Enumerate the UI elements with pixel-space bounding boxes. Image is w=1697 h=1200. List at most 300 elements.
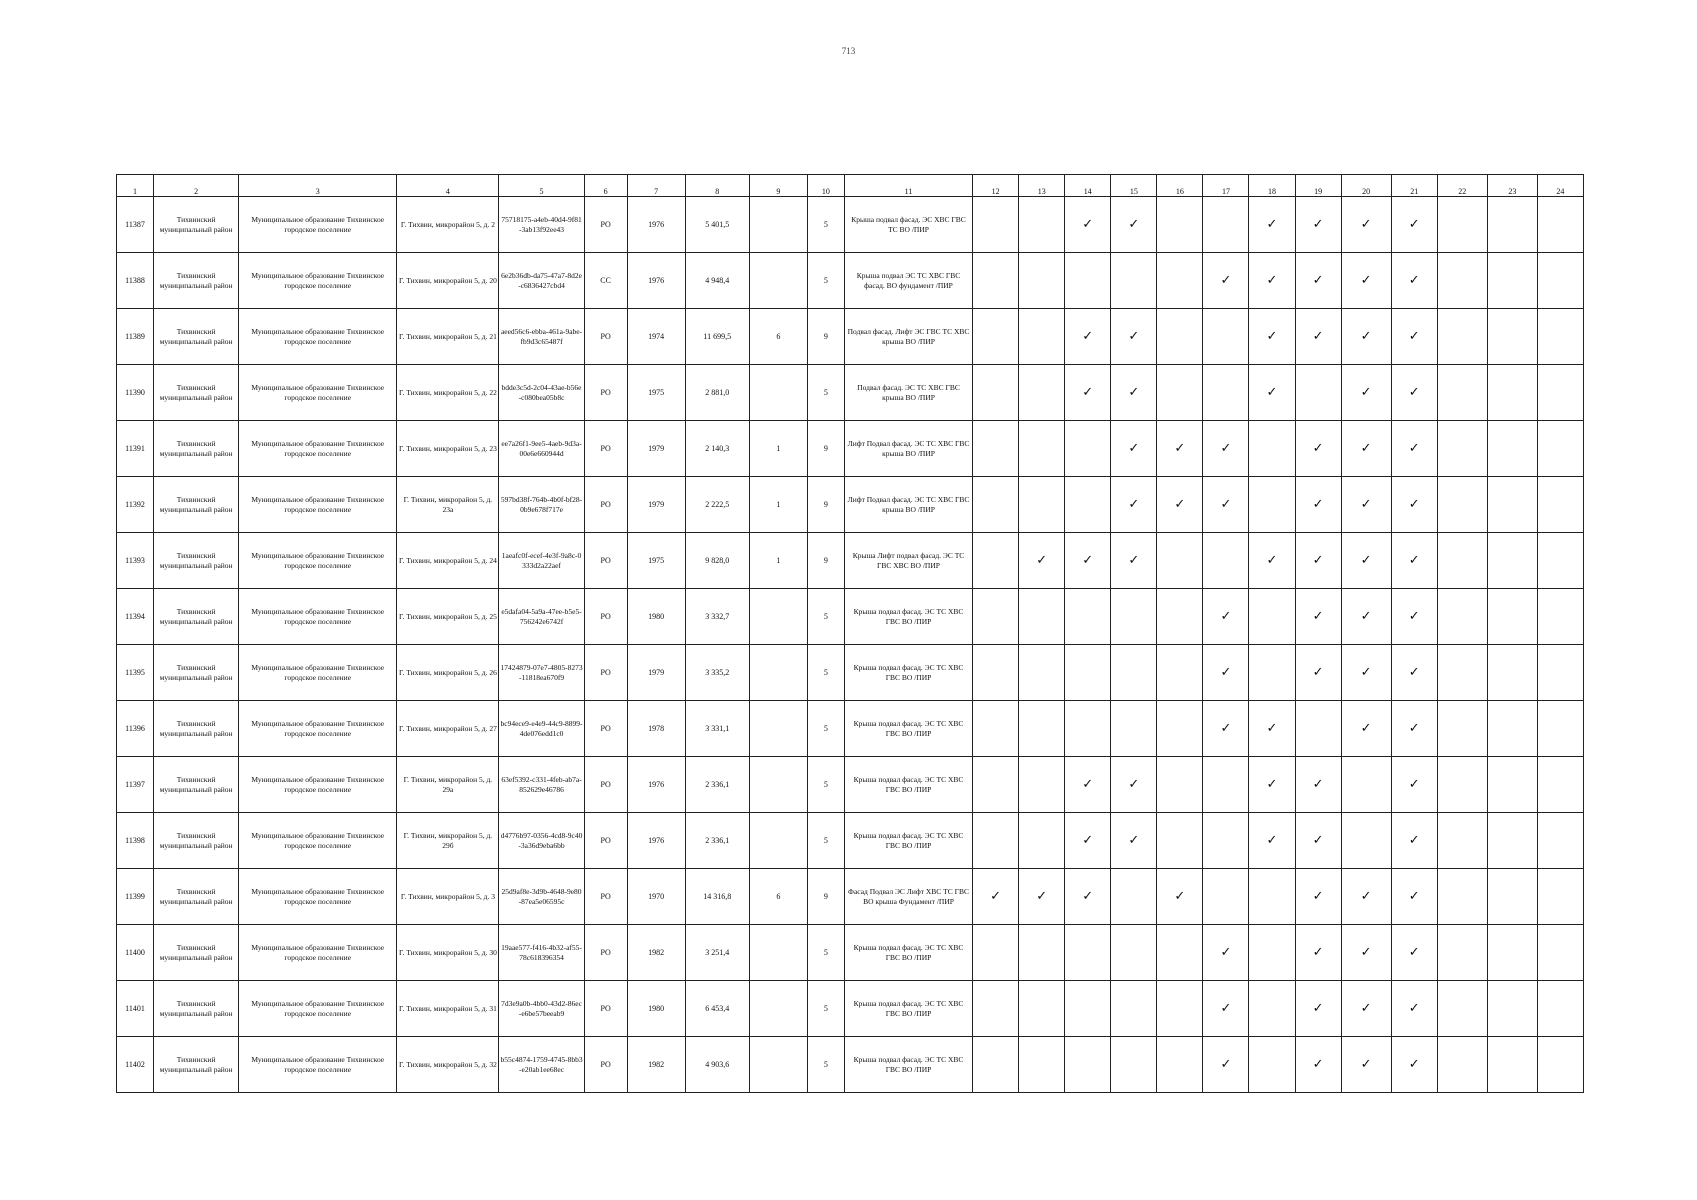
empty-check-cell: [1537, 757, 1583, 813]
checkmark-icon: ✓: [1295, 813, 1341, 869]
address-cell: Г. Тихвин, микрорайон 5, д. 23а: [397, 477, 499, 533]
works-cell: Лифт Подвал фасад. ЭС ТС ХВС ГВС крыша ВО /ПИР: [844, 477, 972, 533]
checkmark-icon: ✓: [1065, 365, 1111, 421]
table-body: [117, 197, 1584, 1093]
year-cell: 1980: [627, 589, 685, 645]
empty-check-cell: [1537, 813, 1583, 869]
empty-check-cell: [1019, 309, 1065, 365]
empty-check-cell: [1537, 645, 1583, 701]
district-cell: Тихвинский муниципальный район: [154, 701, 239, 757]
area-cell: 3 332,7: [685, 589, 749, 645]
empty-check-cell: [1249, 589, 1295, 645]
checkmark-icon: ✓: [1157, 477, 1203, 533]
management-type-cell: РО: [584, 645, 627, 701]
empty-check-cell: [1437, 757, 1487, 813]
empty-check-cell: [1341, 757, 1391, 813]
empty-check-cell: [1019, 1037, 1065, 1093]
municipality-cell: Муниципальное образование Тихвинское городское поселение: [239, 925, 397, 981]
floors-cell: 9: [807, 477, 844, 533]
floors-cell: 5: [807, 813, 844, 869]
empty-check-cell: [1437, 925, 1487, 981]
checkmark-icon: ✓: [1203, 589, 1249, 645]
checkmark-icon: ✓: [1295, 757, 1341, 813]
column-header-10: 10: [807, 175, 844, 197]
district-cell: Тихвинский муниципальный район: [154, 757, 239, 813]
capital-repair-table: [116, 174, 1584, 1093]
empty-check-cell: [1249, 869, 1295, 925]
district-cell: Тихвинский муниципальный район: [154, 197, 239, 253]
checkmark-icon: ✓: [1065, 813, 1111, 869]
municipality-cell: Муниципальное образование Тихвинское городское поселение: [239, 645, 397, 701]
address-cell: Г. Тихвин, микрорайон 5, д. 27: [397, 701, 499, 757]
column-header-3: 3: [239, 175, 397, 197]
checkmark-icon: ✓: [1111, 533, 1157, 589]
checkmark-icon: ✓: [1065, 309, 1111, 365]
empty-check-cell: [973, 813, 1019, 869]
year-cell: 1979: [627, 477, 685, 533]
checkmark-icon: ✓: [1295, 589, 1341, 645]
column-header-15: 15: [1111, 175, 1157, 197]
column-header-21: 21: [1391, 175, 1437, 197]
checkmark-icon: ✓: [1341, 421, 1391, 477]
table-row: [117, 197, 1584, 253]
empty-check-cell: [1487, 1037, 1537, 1093]
address-cell: Г. Тихвин, микрорайон 5, д. 31: [397, 981, 499, 1037]
address-cell: Г. Тихвин, микрорайон 5, д. 20: [397, 253, 499, 309]
works-cell: Крыша подвал фасад. ЭС ТС ХВС ГВС ВО /ПИР: [844, 589, 972, 645]
checkmark-icon: ✓: [1019, 533, 1065, 589]
district-cell: Тихвинский муниципальный район: [154, 813, 239, 869]
column-header-8: 8: [685, 175, 749, 197]
guid-cell: 19aae577-f416-4b32-af55-78c618396354: [499, 925, 584, 981]
guid-cell: 6e2b36db-da75-47a7-8d2e-c6836427cbd4: [499, 253, 584, 309]
year-cell: 1976: [627, 813, 685, 869]
document-table-container: [116, 174, 1584, 1093]
empty-check-cell: [1019, 757, 1065, 813]
empty-check-cell: [1111, 645, 1157, 701]
works-cell: Крыша подвал фасад. ЭС ТС ХВС ГВС ВО /ПИР: [844, 701, 972, 757]
municipality-cell: Муниципальное образование Тихвинское городское поселение: [239, 365, 397, 421]
checkmark-icon: ✓: [1341, 533, 1391, 589]
column-header-24: 24: [1537, 175, 1583, 197]
year-cell: 1979: [627, 645, 685, 701]
management-type-cell: СС: [584, 253, 627, 309]
checkmark-icon: ✓: [1341, 197, 1391, 253]
row-number: 11393: [117, 533, 154, 589]
empty-check-cell: [1249, 477, 1295, 533]
empty-check-cell: [1537, 421, 1583, 477]
floors-cell: 5: [807, 365, 844, 421]
municipality-cell: Муниципальное образование Тихвинское городское поселение: [239, 253, 397, 309]
district-cell: Тихвинский муниципальный район: [154, 533, 239, 589]
checkmark-icon: ✓: [1391, 477, 1437, 533]
row-number: 11395: [117, 645, 154, 701]
management-type-cell: РО: [584, 589, 627, 645]
checkmark-icon: ✓: [1249, 365, 1295, 421]
column-header-22: 22: [1437, 175, 1487, 197]
area-cell: 2 336,1: [685, 757, 749, 813]
floors-cell: 5: [807, 589, 844, 645]
empty-check-cell: [1537, 253, 1583, 309]
checkmark-icon: ✓: [1391, 757, 1437, 813]
works-cell: Крыша подвал фасад. ЭС ХВС ГВС ТС ВО /ПИР: [844, 197, 972, 253]
municipality-cell: Муниципальное образование Тихвинское городское поселение: [239, 869, 397, 925]
works-cell: Крыша подвал фасад. ЭС ТС ХВС ГВС ВО /ПИР: [844, 645, 972, 701]
empty-check-cell: [1487, 421, 1537, 477]
lifts-cell: [749, 813, 807, 869]
floors-cell: 5: [807, 1037, 844, 1093]
empty-check-cell: [1537, 701, 1583, 757]
column-header-17: 17: [1203, 175, 1249, 197]
empty-check-cell: [1019, 477, 1065, 533]
empty-check-cell: [1487, 925, 1537, 981]
area-cell: 14 316,8: [685, 869, 749, 925]
address-cell: Г. Тихвин, микрорайон 5, д. 22: [397, 365, 499, 421]
address-cell: Г. Тихвин, микрорайон 5, д. 24: [397, 533, 499, 589]
checkmark-icon: ✓: [1295, 309, 1341, 365]
management-type-cell: РО: [584, 309, 627, 365]
lifts-cell: 1: [749, 533, 807, 589]
row-number: 11397: [117, 757, 154, 813]
municipality-cell: Муниципальное образование Тихвинское городское поселение: [239, 197, 397, 253]
checkmark-icon: ✓: [1203, 477, 1249, 533]
column-header-19: 19: [1295, 175, 1341, 197]
checkmark-icon: ✓: [1203, 1037, 1249, 1093]
checkmark-icon: ✓: [1065, 197, 1111, 253]
empty-check-cell: [1019, 645, 1065, 701]
works-cell: Крыша подвал фасад. ЭС ТС ХВС ГВС ВО /ПИР: [844, 1037, 972, 1093]
area-cell: 4 948,4: [685, 253, 749, 309]
area-cell: 3 335,2: [685, 645, 749, 701]
empty-check-cell: [1157, 757, 1203, 813]
checkmark-icon: ✓: [1391, 1037, 1437, 1093]
checkmark-icon: ✓: [1391, 309, 1437, 365]
empty-check-cell: [1019, 981, 1065, 1037]
checkmark-icon: ✓: [1065, 533, 1111, 589]
floors-cell: 5: [807, 981, 844, 1037]
guid-cell: 597bd38f-764b-4b0f-bf28-0b9e678f717e: [499, 477, 584, 533]
area-cell: 6 453,4: [685, 981, 749, 1037]
checkmark-icon: ✓: [1295, 1037, 1341, 1093]
municipality-cell: Муниципальное образование Тихвинское городское поселение: [239, 589, 397, 645]
checkmark-icon: ✓: [1341, 309, 1391, 365]
floors-cell: 5: [807, 925, 844, 981]
guid-cell: e5dafa04-5a9a-47ee-b5e5-756242e6742f: [499, 589, 584, 645]
lifts-cell: [749, 253, 807, 309]
table-row: [117, 813, 1584, 869]
empty-check-cell: [1019, 253, 1065, 309]
floors-cell: 5: [807, 253, 844, 309]
column-header-6: 6: [584, 175, 627, 197]
empty-check-cell: [1537, 309, 1583, 365]
empty-check-cell: [1065, 253, 1111, 309]
checkmark-icon: ✓: [1391, 197, 1437, 253]
works-cell: Подвал фасад. ЭС ТС ХВС ГВС крыша ВО /ПИР: [844, 365, 972, 421]
checkmark-icon: ✓: [1341, 925, 1391, 981]
row-number: 11392: [117, 477, 154, 533]
checkmark-icon: ✓: [1111, 477, 1157, 533]
checkmark-icon: ✓: [1341, 701, 1391, 757]
row-number: 11401: [117, 981, 154, 1037]
address-cell: Г. Тихвин, микрорайон 5, д. 25: [397, 589, 499, 645]
empty-check-cell: [1537, 197, 1583, 253]
municipality-cell: Муниципальное образование Тихвинское городское поселение: [239, 813, 397, 869]
works-cell: Крыша подвал ЭС ТС ХВС ГВС фасад. ВО фундамент /ПИР: [844, 253, 972, 309]
column-header-9: 9: [749, 175, 807, 197]
empty-check-cell: [1157, 365, 1203, 421]
guid-cell: b55c4874-1759-4745-8bb3-e20ab1ee68ec: [499, 1037, 584, 1093]
management-type-cell: РО: [584, 477, 627, 533]
floors-cell: 9: [807, 533, 844, 589]
column-header-7: 7: [627, 175, 685, 197]
empty-check-cell: [973, 1037, 1019, 1093]
lifts-cell: [749, 589, 807, 645]
area-cell: 11 699,5: [685, 309, 749, 365]
lifts-cell: [749, 757, 807, 813]
lifts-cell: [749, 365, 807, 421]
empty-check-cell: [1111, 925, 1157, 981]
guid-cell: 75718175-a4eb-40d4-9f81-3ab13f92ee43: [499, 197, 584, 253]
year-cell: 1976: [627, 757, 685, 813]
management-type-cell: РО: [584, 869, 627, 925]
empty-check-cell: [1487, 701, 1537, 757]
checkmark-icon: ✓: [1065, 757, 1111, 813]
floors-cell: 5: [807, 197, 844, 253]
checkmark-icon: ✓: [1249, 533, 1295, 589]
floors-cell: 5: [807, 645, 844, 701]
column-header-16: 16: [1157, 175, 1203, 197]
municipality-cell: Муниципальное образование Тихвинское городское поселение: [239, 533, 397, 589]
year-cell: 1970: [627, 869, 685, 925]
empty-check-cell: [1487, 869, 1537, 925]
checkmark-icon: ✓: [1391, 701, 1437, 757]
row-number: 11388: [117, 253, 154, 309]
address-cell: Г. Тихвин, микрорайон 5, д. 32: [397, 1037, 499, 1093]
empty-check-cell: [973, 589, 1019, 645]
checkmark-icon: ✓: [1295, 645, 1341, 701]
floors-cell: 9: [807, 421, 844, 477]
municipality-cell: Муниципальное образование Тихвинское городское поселение: [239, 1037, 397, 1093]
district-cell: Тихвинский муниципальный район: [154, 253, 239, 309]
checkmark-icon: ✓: [1391, 925, 1437, 981]
area-cell: 4 903,6: [685, 1037, 749, 1093]
empty-check-cell: [1111, 981, 1157, 1037]
table-row: [117, 869, 1584, 925]
works-cell: Фасад Подвал ЭС Лифт ХВС ТС ГВС ВО крыша Фундамент /ПИР: [844, 869, 972, 925]
empty-check-cell: [1487, 197, 1537, 253]
area-cell: 2 140,3: [685, 421, 749, 477]
lifts-cell: 1: [749, 477, 807, 533]
management-type-cell: РО: [584, 533, 627, 589]
checkmark-icon: ✓: [1203, 421, 1249, 477]
column-number-header-row: [117, 175, 1584, 197]
empty-check-cell: [1019, 197, 1065, 253]
empty-check-cell: [1157, 813, 1203, 869]
municipality-cell: Муниципальное образование Тихвинское городское поселение: [239, 309, 397, 365]
year-cell: 1978: [627, 701, 685, 757]
empty-check-cell: [1487, 477, 1537, 533]
empty-check-cell: [1065, 701, 1111, 757]
management-type-cell: РО: [584, 813, 627, 869]
checkmark-icon: ✓: [1341, 645, 1391, 701]
empty-check-cell: [1537, 925, 1583, 981]
table-row: [117, 421, 1584, 477]
table-row: [117, 925, 1584, 981]
district-cell: Тихвинский муниципальный район: [154, 421, 239, 477]
management-type-cell: РО: [584, 1037, 627, 1093]
empty-check-cell: [1487, 365, 1537, 421]
checkmark-icon: ✓: [1341, 253, 1391, 309]
management-type-cell: РО: [584, 757, 627, 813]
address-cell: Г. Тихвин, микрорайон 5, д. 29б: [397, 813, 499, 869]
floors-cell: 5: [807, 757, 844, 813]
table-row: [117, 365, 1584, 421]
empty-check-cell: [973, 701, 1019, 757]
row-number: 11399: [117, 869, 154, 925]
empty-check-cell: [1065, 981, 1111, 1037]
checkmark-icon: ✓: [1295, 253, 1341, 309]
empty-check-cell: [1157, 645, 1203, 701]
lifts-cell: [749, 701, 807, 757]
year-cell: 1976: [627, 253, 685, 309]
address-cell: Г. Тихвин, микрорайон 5, д. 30: [397, 925, 499, 981]
column-header-5: 5: [499, 175, 584, 197]
table-row: [117, 1037, 1584, 1093]
empty-check-cell: [973, 365, 1019, 421]
district-cell: Тихвинский муниципальный район: [154, 309, 239, 365]
checkmark-icon: ✓: [1341, 365, 1391, 421]
lifts-cell: [749, 925, 807, 981]
empty-check-cell: [973, 253, 1019, 309]
works-cell: Подвал фасад. Лифт ЭС ГВС ТС ХВС крыша ВО /ПИР: [844, 309, 972, 365]
empty-check-cell: [973, 477, 1019, 533]
management-type-cell: РО: [584, 925, 627, 981]
guid-cell: d4776b97-0356-4cd8-9c40-3a36d9eba6bb: [499, 813, 584, 869]
district-cell: Тихвинский муниципальный район: [154, 981, 239, 1037]
empty-check-cell: [1437, 701, 1487, 757]
checkmark-icon: ✓: [1065, 869, 1111, 925]
empty-check-cell: [1341, 813, 1391, 869]
works-cell: Лифт Подвал фасад. ЭС ТС ХВС ГВС крыша ВО /ПИР: [844, 421, 972, 477]
checkmark-icon: ✓: [1157, 869, 1203, 925]
checkmark-icon: ✓: [1249, 253, 1295, 309]
checkmark-icon: ✓: [1019, 869, 1065, 925]
address-cell: Г. Тихвин, микрорайон 5, д. 21: [397, 309, 499, 365]
empty-check-cell: [1437, 533, 1487, 589]
empty-check-cell: [1487, 253, 1537, 309]
municipality-cell: Муниципальное образование Тихвинское городское поселение: [239, 757, 397, 813]
area-cell: 3 331,1: [685, 701, 749, 757]
empty-check-cell: [1437, 589, 1487, 645]
empty-check-cell: [1437, 421, 1487, 477]
checkmark-icon: ✓: [1111, 309, 1157, 365]
empty-check-cell: [1249, 981, 1295, 1037]
empty-check-cell: [1157, 197, 1203, 253]
empty-check-cell: [1537, 1037, 1583, 1093]
column-header-2: 2: [154, 175, 239, 197]
lifts-cell: [749, 981, 807, 1037]
district-cell: Тихвинский муниципальный район: [154, 925, 239, 981]
empty-check-cell: [1203, 365, 1249, 421]
works-cell: Крыша Лифт подвал фасад. ЭС ТС ГВС ХВС ВО /ПИР: [844, 533, 972, 589]
year-cell: 1979: [627, 421, 685, 477]
address-cell: Г. Тихвин, микрорайон 5, д. 26: [397, 645, 499, 701]
empty-check-cell: [1111, 869, 1157, 925]
empty-check-cell: [1537, 869, 1583, 925]
checkmark-icon: ✓: [1295, 869, 1341, 925]
checkmark-icon: ✓: [1249, 309, 1295, 365]
checkmark-icon: ✓: [1391, 981, 1437, 1037]
empty-check-cell: [1157, 1037, 1203, 1093]
address-cell: Г. Тихвин, микрорайон 5, д. 29а: [397, 757, 499, 813]
area-cell: 2 222,5: [685, 477, 749, 533]
empty-check-cell: [973, 197, 1019, 253]
checkmark-icon: ✓: [1295, 197, 1341, 253]
checkmark-icon: ✓: [1295, 925, 1341, 981]
year-cell: 1974: [627, 309, 685, 365]
checkmark-icon: ✓: [1391, 813, 1437, 869]
empty-check-cell: [1065, 477, 1111, 533]
empty-check-cell: [1019, 589, 1065, 645]
lifts-cell: 6: [749, 869, 807, 925]
district-cell: Тихвинский муниципальный район: [154, 869, 239, 925]
empty-check-cell: [1437, 365, 1487, 421]
checkmark-icon: ✓: [1111, 813, 1157, 869]
column-header-18: 18: [1249, 175, 1295, 197]
lifts-cell: [749, 645, 807, 701]
checkmark-icon: ✓: [1157, 421, 1203, 477]
checkmark-icon: ✓: [1341, 477, 1391, 533]
empty-check-cell: [1111, 589, 1157, 645]
area-cell: 5 401,5: [685, 197, 749, 253]
guid-cell: ee7a26f1-9ee5-4aeb-9d3a-00e6e660944d: [499, 421, 584, 477]
empty-check-cell: [1249, 645, 1295, 701]
checkmark-icon: ✓: [1295, 981, 1341, 1037]
empty-check-cell: [973, 757, 1019, 813]
empty-check-cell: [1249, 925, 1295, 981]
guid-cell: aeed56c6-ebba-461a-9abe-fb9d3c65487f: [499, 309, 584, 365]
checkmark-icon: ✓: [1341, 981, 1391, 1037]
empty-check-cell: [1157, 701, 1203, 757]
empty-check-cell: [1487, 533, 1537, 589]
checkmark-icon: ✓: [1249, 197, 1295, 253]
municipality-cell: Муниципальное образование Тихвинское городское поселение: [239, 701, 397, 757]
empty-check-cell: [1295, 365, 1341, 421]
empty-check-cell: [1203, 869, 1249, 925]
empty-check-cell: [1487, 645, 1537, 701]
empty-check-cell: [1437, 813, 1487, 869]
area-cell: 3 251,4: [685, 925, 749, 981]
checkmark-icon: ✓: [973, 869, 1019, 925]
page-number: 713: [841, 46, 856, 56]
municipality-cell: Муниципальное образование Тихвинское городское поселение: [239, 477, 397, 533]
year-cell: 1976: [627, 197, 685, 253]
column-header-1: 1: [117, 175, 154, 197]
year-cell: 1980: [627, 981, 685, 1037]
table-row: [117, 981, 1584, 1037]
municipality-cell: Муниципальное образование Тихвинское городское поселение: [239, 981, 397, 1037]
empty-check-cell: [1157, 253, 1203, 309]
checkmark-icon: ✓: [1295, 421, 1341, 477]
empty-check-cell: [1203, 197, 1249, 253]
floors-cell: 5: [807, 701, 844, 757]
checkmark-icon: ✓: [1111, 421, 1157, 477]
checkmark-icon: ✓: [1203, 645, 1249, 701]
empty-check-cell: [1437, 309, 1487, 365]
checkmark-icon: ✓: [1341, 1037, 1391, 1093]
checkmark-icon: ✓: [1203, 253, 1249, 309]
district-cell: Тихвинский муниципальный район: [154, 645, 239, 701]
